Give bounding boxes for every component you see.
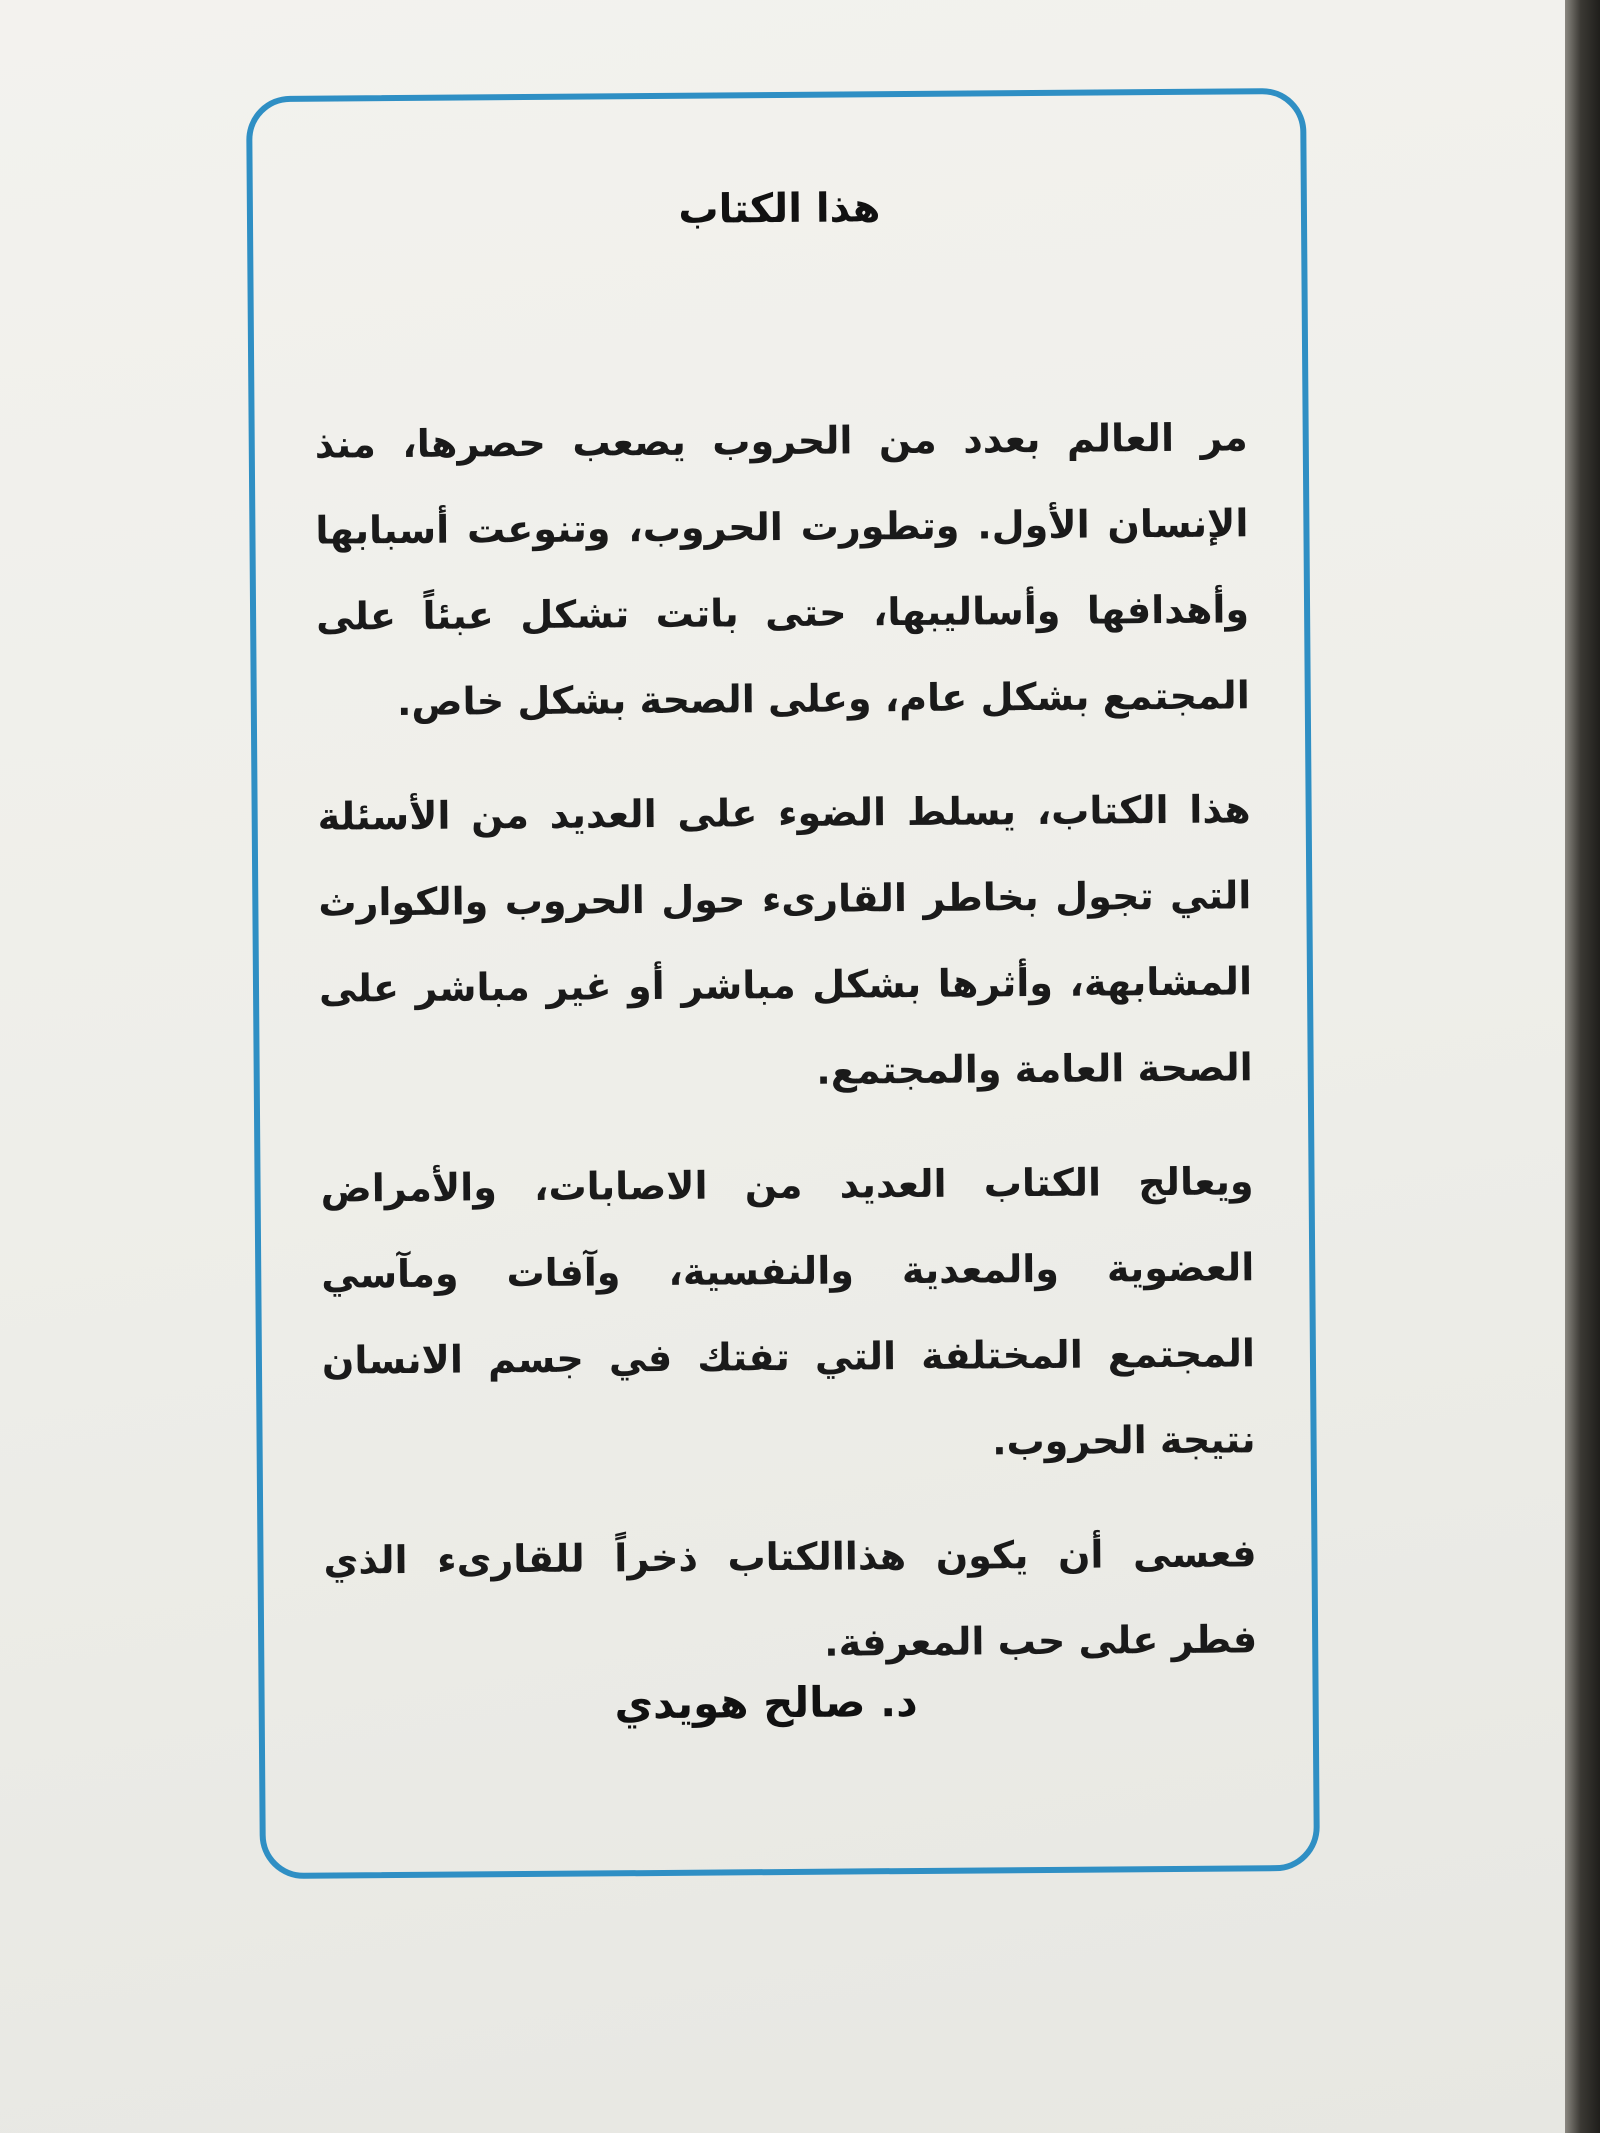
cover-text-block (312, 94, 1259, 1872)
paragraph-2: هذا الكتاب، يسلط الضوء على العديد من الأسئلة التي تجول بخاطر القارىء حول الحروب والكوارث المشابهة، وأثرها بشكل مباشر أو غير مباشر على الصحة العامة والمجتمع. (317, 787, 1253, 1093)
page-title: هذا الكتاب (678, 185, 881, 233)
background-edge (1565, 0, 1600, 2133)
blurb-body (314, 394, 1257, 1717)
blue-rounded-frame (246, 88, 1320, 1879)
paragraph-4: فعسى أن يكون هذاالكتاب ذخراً للقارىء الذي فطر على حب المعرفة. (323, 1531, 1258, 1665)
paragraph-1: مر العالم بعدد من الحروب يصعب حصرها، منذ الإنسان الأول. وتطورت الحروب، وتنوعت أسبابها وأهدافها وأساليبها، حتى باتت تشكل عبئاً على المجتمع بشكل عام، وعلى الصحة بشكل خاص. (314, 415, 1250, 725)
author-signature: د. صالح هويدي (614, 1676, 918, 1729)
paragraph-3: ويعالج الكتاب العديد من الاصابات، والأمراض العضوية والمعدية والنفسية، وآفات ومآسي المجتمع المختلفة التي تفتك في جسم الانسان نتيجة الحروب. (320, 1159, 1256, 1464)
